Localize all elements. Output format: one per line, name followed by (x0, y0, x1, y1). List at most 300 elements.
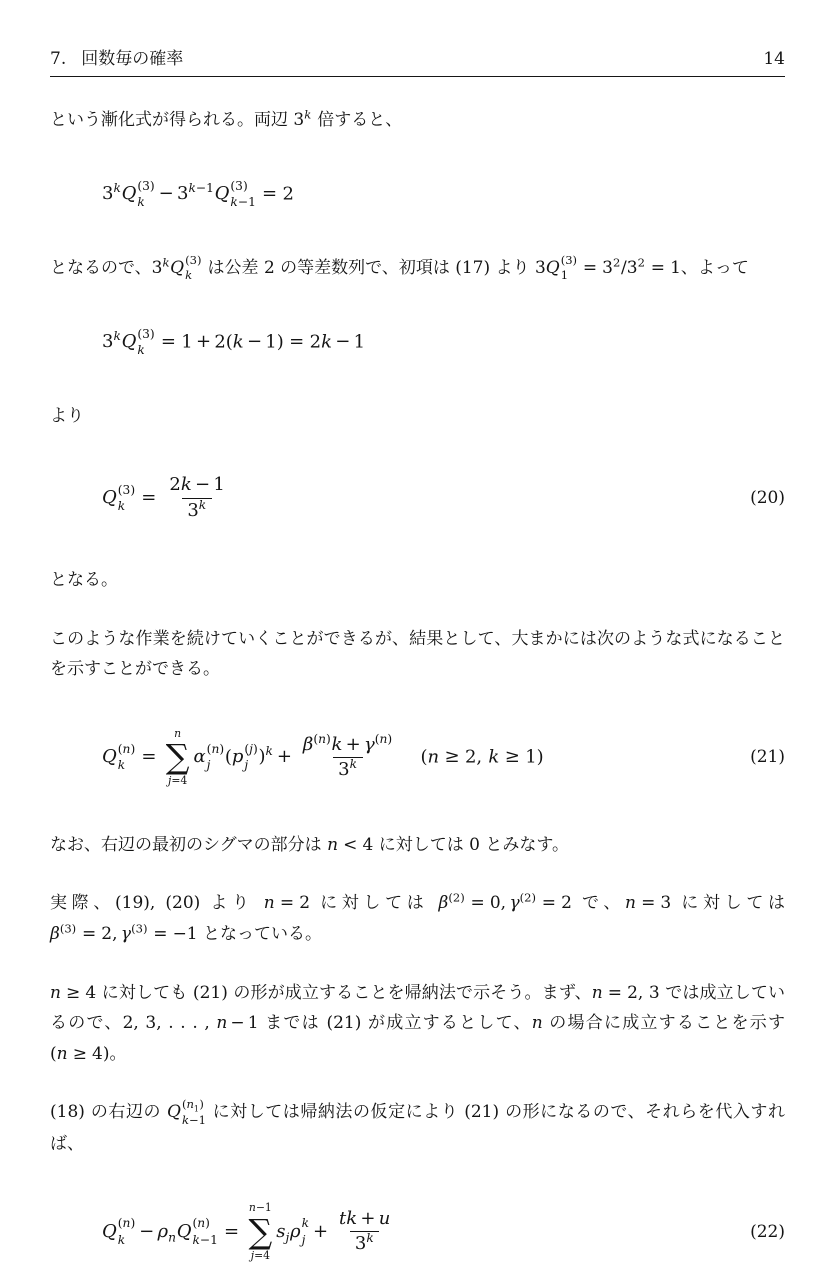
math-variable: k (137, 195, 145, 210)
math-token: 1) (265, 331, 284, 353)
script-row (192, 1215, 209, 1232)
math-variable: k (117, 499, 126, 514)
math-variable: k (346, 1207, 358, 1229)
math-variable: Q (545, 257, 560, 278)
math-variable: n (379, 731, 388, 746)
math-variable: γ (363, 733, 375, 755)
script-base (338, 759, 349, 780)
math-token: ( (50, 1043, 57, 1064)
math-relation: ≥ (72, 1043, 87, 1064)
math-scripted (167, 1097, 206, 1127)
script-base (194, 746, 206, 767)
math-variable: t (339, 1207, 347, 1229)
script-row (230, 178, 247, 195)
summation (166, 727, 190, 788)
paragraph: このような作業を続けていくことができるが、結果として、大まかには次のような式になることを示すことができる。 (50, 628, 785, 680)
script-row (185, 253, 201, 269)
math-token: 0, (489, 893, 507, 914)
superscript (375, 732, 392, 746)
paragraph: n ≥ 4 に対しても (21) の形が成立することを帰納法で示そう。まず、n = 2, 3 では成立しているので、2, 3, . . . , n − 1 までは (21) が成立するとして、n の場合に成立することを示す (n ≥ 4)。 (50, 982, 785, 1064)
paragraph: となるので、3$^k$Q (3) k は公差 2 の等差数列で、初項は (17) より 3Q (3) 1 = $3^2/3^2 = 1$、よって (50, 252, 749, 283)
math-scripted (102, 741, 136, 773)
script-row (230, 194, 255, 211)
superscript (113, 329, 120, 343)
math-variable: β (302, 733, 314, 755)
superscript (266, 744, 273, 758)
math-token: (2) (448, 890, 465, 905)
script-base (258, 746, 265, 767)
math-scripted (258, 746, 272, 767)
math-token: (3) (117, 482, 136, 497)
script-stack (182, 1097, 206, 1128)
math-token: 3 (534, 257, 546, 278)
script-base (186, 1097, 193, 1111)
math-relation: = (607, 982, 623, 1003)
math-operator: + (276, 746, 292, 768)
inline-math (50, 983, 96, 1003)
math-variable: n (186, 1097, 194, 1112)
math-relation: = (470, 893, 485, 914)
superscript (638, 255, 645, 269)
sigma-icon: ∑ (165, 737, 190, 777)
inline-math (625, 893, 671, 913)
script-row (185, 268, 192, 284)
math-variable: k (366, 1231, 374, 1246)
math-token: ( (192, 1216, 198, 1231)
script-base (232, 746, 244, 767)
math-scripted (602, 255, 621, 278)
script-stack (192, 1215, 217, 1248)
math-token: 1 (213, 474, 225, 496)
equation-math (102, 326, 365, 359)
script-base (303, 734, 313, 755)
superscript (613, 255, 620, 269)
superscript (113, 181, 120, 195)
script-base (102, 746, 117, 767)
math-token: −1 (255, 1201, 272, 1215)
math-scripted (102, 482, 136, 514)
equation-math (102, 1201, 398, 1262)
script-base (509, 893, 519, 913)
math-operator: + (312, 1220, 329, 1242)
math-token: 4) (92, 1043, 110, 1064)
math-token: ) (219, 741, 225, 756)
subscript (168, 1230, 176, 1244)
superscript (131, 921, 147, 935)
math-variable: β (50, 923, 60, 944)
math-scripted (121, 326, 155, 358)
math-scripted (338, 756, 357, 780)
math-variable: j (249, 741, 253, 756)
math-scripted (293, 107, 312, 130)
math-token: −1 (237, 195, 256, 210)
equation-number: (22) (750, 1221, 785, 1242)
math-token: 1 (193, 1104, 199, 1114)
math-scripted (102, 1216, 136, 1247)
sum-limit (251, 1249, 270, 1262)
math-token: (3) (131, 921, 148, 936)
math-token: 4 (85, 982, 97, 1003)
math-token: / (621, 257, 627, 278)
math-scripted (438, 890, 465, 914)
math-token: 3 (660, 893, 672, 914)
math-relation: = (153, 923, 168, 944)
denominator (350, 1231, 380, 1256)
math-scripted (509, 890, 536, 914)
display-equation (50, 178, 785, 211)
math-token: ( (420, 746, 428, 768)
math-token: ) (199, 1097, 204, 1112)
math-operator: − (246, 331, 263, 353)
math-token: 3 (338, 758, 350, 780)
math-variable: k (162, 255, 170, 270)
script-stack (207, 741, 224, 774)
math-token: ( (374, 731, 380, 746)
math-scripted (151, 255, 170, 278)
math-token: 2 (169, 474, 181, 496)
math-token: 2 (613, 255, 621, 270)
script-base (102, 183, 113, 204)
script-row (137, 342, 144, 359)
script-row (118, 1232, 125, 1249)
math-variable: j (206, 758, 211, 773)
script-row (302, 1232, 306, 1249)
math-relation: ≥ (504, 746, 520, 768)
math-token: ) (258, 746, 266, 768)
math-token: ) (205, 1216, 210, 1231)
math-token: 3 (102, 183, 114, 205)
math-token: −1 (199, 1232, 218, 1247)
fraction (334, 1207, 395, 1257)
math-token: 2 (282, 183, 294, 205)
superscript (520, 891, 536, 905)
script-base (364, 734, 375, 755)
math-relation: = (141, 746, 157, 768)
math-token: ( (313, 731, 319, 746)
math-token: (2) (519, 890, 536, 905)
inline-math (293, 107, 312, 130)
math-scripted (626, 255, 645, 278)
script-stack (230, 178, 255, 211)
display-equation (50, 473, 785, 523)
display-equation (50, 326, 785, 359)
inline-math (151, 252, 202, 283)
math-token: 1 (353, 331, 366, 353)
math-variable: n (591, 982, 603, 1003)
inline-math (123, 1013, 259, 1033)
fraction (164, 473, 229, 523)
math-variable: γ (120, 923, 132, 944)
math-variable: n (327, 834, 339, 855)
math-token: (3) (137, 178, 155, 193)
math-token: (3) (230, 178, 248, 193)
paragraph: なお、右辺の最初のシグマの部分は n < 4 に対しては 0 とみなす。 (50, 834, 569, 855)
script-base (102, 331, 113, 352)
math-variable: α (193, 746, 206, 768)
denominator (182, 498, 212, 523)
math-variable: n (122, 1216, 131, 1231)
script-base (170, 258, 184, 278)
math-variable: k (321, 331, 333, 353)
inline-math (438, 890, 572, 914)
fraction (298, 733, 398, 783)
math-variable: k (113, 181, 121, 196)
script-base (102, 1221, 117, 1242)
math-variable: p (231, 746, 244, 768)
math-relation: = (160, 331, 176, 353)
display-equation (50, 1201, 785, 1262)
math-variable: n (122, 741, 131, 756)
script-row (244, 757, 248, 774)
math-variable: Q (102, 746, 117, 768)
script-row (561, 268, 568, 284)
math-variable: k (265, 744, 273, 759)
superscript (199, 498, 206, 512)
script-stack (118, 741, 135, 774)
math-variable: n (174, 726, 182, 740)
superscript (313, 732, 330, 746)
numerator (298, 733, 398, 757)
math-variable: β (438, 893, 449, 914)
math-token: −1 (172, 923, 198, 944)
equation-math (102, 473, 233, 523)
math-token: 3 (293, 110, 305, 130)
math-variable: k (488, 746, 500, 768)
summation (248, 1201, 272, 1262)
equation-number: (20) (750, 488, 785, 509)
math-token: 2, (101, 923, 118, 944)
math-variable: n (216, 1013, 228, 1034)
math-variable: k (180, 474, 192, 496)
math-token: (3) (185, 252, 202, 267)
math-token: (3) (560, 252, 578, 267)
math-token: 3 (151, 257, 163, 278)
math-token: 2 (299, 893, 311, 914)
math-variable: k (113, 329, 121, 344)
math-token: ( (181, 1097, 187, 1112)
script-base (215, 183, 230, 204)
math-token: 2 (561, 893, 572, 914)
math-token: 1) (525, 746, 544, 768)
math-scripted (121, 178, 155, 210)
paragraph: という漸化式が得られる。両辺 3$^k$ 倍すると、 (50, 107, 403, 130)
math-token: ) (387, 731, 393, 746)
math-variable: Q (167, 1102, 181, 1123)
math-relation: = (641, 893, 656, 914)
math-operator: − (139, 1220, 155, 1242)
inline-math (327, 835, 373, 855)
math-scripted (50, 921, 77, 944)
math-relation: ≥ (66, 982, 81, 1003)
math-variable: k (198, 497, 207, 512)
script-base (177, 183, 188, 204)
math-scripted (355, 1233, 374, 1254)
script-stack (302, 1215, 309, 1248)
sigma-icon: ∑ (248, 1211, 273, 1251)
script-row (182, 1113, 206, 1129)
math-token: ) (252, 741, 258, 756)
math-variable: k (192, 1232, 200, 1247)
script-row (244, 741, 257, 758)
math-variable: Q (121, 183, 137, 205)
math-variable: n (531, 1013, 543, 1034)
math-scripted (187, 497, 207, 521)
math-relation: = (279, 893, 295, 914)
math-scripted (289, 1216, 309, 1247)
math-token: 2 (309, 331, 322, 353)
script-stack (244, 741, 257, 774)
math-scripted (157, 1220, 176, 1245)
math-variable: n (197, 1216, 206, 1231)
math-scripted (193, 741, 225, 773)
math-relation: = (289, 331, 305, 353)
math-scripted (545, 252, 578, 283)
math-token: 2, (464, 746, 483, 768)
script-stack (561, 253, 577, 284)
script-row (118, 498, 125, 515)
math-token: ) (130, 741, 136, 756)
math-token: 1 (181, 331, 193, 353)
script-row (561, 253, 577, 269)
math-variable: n (50, 982, 61, 1003)
script-row (118, 482, 135, 499)
script-base (152, 258, 163, 278)
math-variable: j (244, 758, 249, 773)
page-number: 14 (763, 49, 785, 69)
superscript (448, 891, 464, 905)
script-row (207, 741, 224, 758)
superscript (60, 921, 76, 935)
inline-math (592, 983, 660, 1003)
script-row (118, 741, 135, 758)
math-operator: − (230, 1013, 245, 1034)
script-base (439, 893, 449, 913)
math-relation: = (141, 487, 157, 509)
superscript (304, 107, 311, 121)
paragraph: となる。 (50, 570, 118, 591)
math-variable: k (137, 343, 145, 358)
math-token: 4 (362, 834, 374, 855)
math-token: (3) (59, 921, 77, 936)
math-scripted (363, 731, 393, 755)
math-variable: k (232, 331, 244, 353)
math-variable: u (378, 1207, 391, 1229)
math-token: 1 (670, 257, 681, 278)
math-token: (3) (137, 326, 155, 341)
paragraph: より (50, 405, 84, 426)
math-variable: k (181, 1112, 189, 1127)
math-variable: n (211, 741, 220, 756)
math-variable: k (117, 1232, 126, 1247)
math-variable: Q (170, 257, 185, 278)
math-variable: Q (121, 331, 137, 353)
superscript (188, 181, 213, 195)
numerator (164, 473, 229, 497)
math-operator: + (195, 331, 212, 353)
math-relation: = (582, 257, 598, 278)
numerator (334, 1207, 395, 1231)
equation-math (102, 178, 294, 211)
math-variable: k (185, 268, 193, 283)
script-base (293, 110, 304, 130)
math-scripted (170, 252, 202, 283)
math-token: 3 (187, 499, 199, 521)
math-operator: − (158, 183, 174, 205)
math-variable: n (318, 731, 326, 746)
script-base (50, 924, 60, 944)
math-variable: n (427, 746, 440, 768)
math-variable: k (117, 758, 126, 773)
math-token: ( (117, 741, 123, 756)
script-base (290, 1221, 301, 1242)
math-relation: ≥ (444, 746, 460, 768)
math-scripted (186, 1097, 199, 1114)
script-base (121, 924, 131, 944)
math-scripted (276, 1220, 290, 1245)
math-scripted (102, 183, 121, 204)
script-row (207, 757, 211, 774)
math-variable: j (168, 774, 172, 788)
math-token: ) (326, 731, 331, 746)
superscript (366, 1231, 373, 1245)
math-token: ( (206, 741, 212, 756)
math-token: ) (130, 1216, 136, 1231)
display-equation (50, 727, 785, 788)
math-scripted (231, 741, 258, 773)
math-variable: Q (176, 1220, 192, 1242)
script-base (122, 183, 137, 204)
inline-math (50, 1044, 109, 1064)
math-token: 3 (626, 257, 638, 278)
math-operator: − (195, 474, 211, 496)
math-token: 1 (247, 1013, 259, 1034)
script-row (182, 1097, 204, 1113)
script-row (137, 178, 154, 195)
denominator (333, 757, 363, 782)
script-row (118, 757, 125, 774)
math-variable: n (263, 893, 275, 914)
math-token: 3 (176, 183, 189, 205)
math-scripted (177, 183, 214, 204)
math-variable: k (331, 733, 343, 755)
math-token: 1 (560, 268, 569, 283)
paragraph: (18) の右辺の Q $(n_1)$ k−1 に対しては帰納法の仮定により (21) の形になるので、それらを代入すれば、 (50, 1097, 785, 1154)
math-variable: s (276, 1220, 286, 1242)
math-variable: Q (214, 183, 230, 205)
math-token: 2( (214, 331, 233, 353)
math-relation: < (343, 834, 358, 855)
script-stack (137, 326, 154, 359)
script-base (177, 1221, 192, 1242)
document-body (50, 105, 785, 1262)
equation-math (102, 727, 544, 788)
script-base (546, 258, 560, 278)
math-operator: − (335, 331, 351, 353)
script-row (137, 194, 144, 211)
math-variable: n (248, 1201, 256, 1215)
script-base (355, 1233, 366, 1254)
math-token: 2 (637, 255, 645, 270)
math-token: 3 (102, 331, 114, 353)
math-relation: = (81, 923, 97, 944)
math-operator: + (360, 1207, 376, 1229)
math-token: ( (244, 741, 250, 756)
section-number: 7. (50, 49, 67, 69)
math-token: 2, 3, . . . , (122, 1013, 217, 1034)
script-stack (185, 253, 201, 284)
script-base (122, 331, 137, 352)
math-variable: j (285, 1230, 290, 1245)
